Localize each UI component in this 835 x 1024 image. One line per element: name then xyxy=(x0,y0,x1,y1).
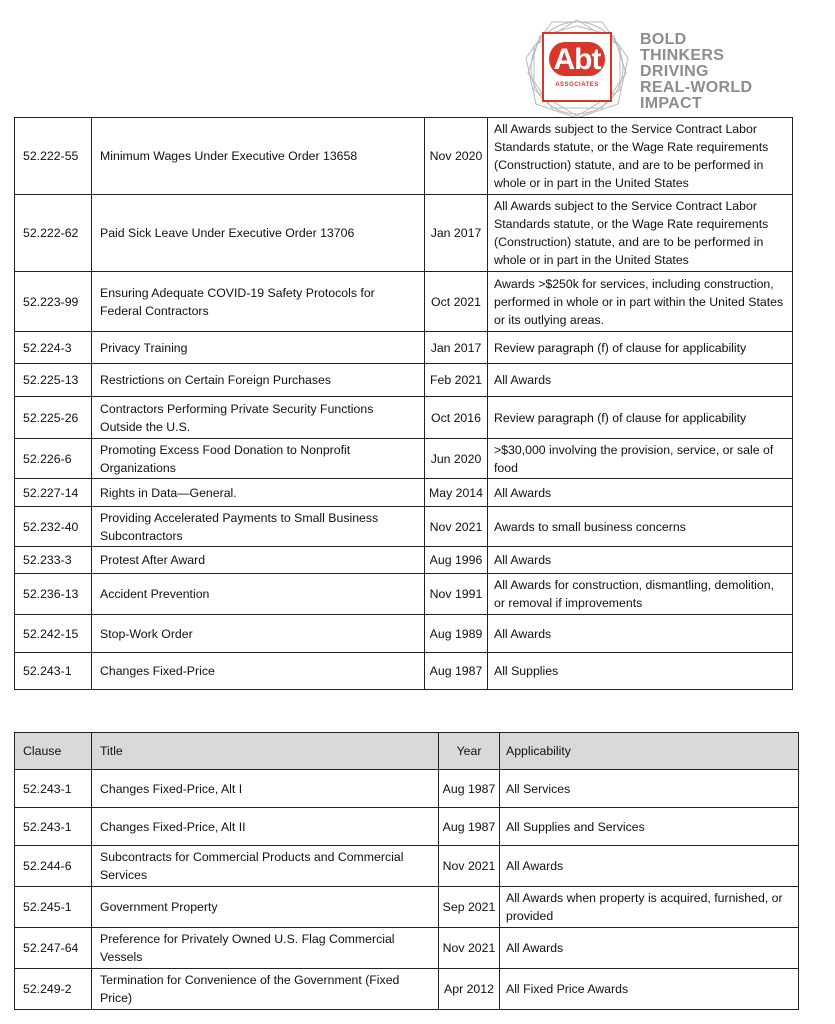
applicability-cell: All Supplies and Services xyxy=(500,808,799,846)
clause-cell: 52.242-15 xyxy=(15,615,92,653)
year-cell: Nov 2020 xyxy=(425,118,488,195)
clause-cell: 52.245-1 xyxy=(15,887,92,928)
table-row xyxy=(15,195,793,272)
clause-cell: 52.224-3 xyxy=(15,332,92,364)
year-cell: Jun 2020 xyxy=(425,439,488,479)
clause-cell: 52.225-26 xyxy=(15,397,92,439)
clause-cell: 52.243-1 xyxy=(15,770,92,808)
applicability-cell: Awards >$250k for services, including construction, performed in whole or in part within the United States or its outlying areas. xyxy=(488,272,793,332)
title-cell: Stop-Work Order xyxy=(92,615,425,653)
year-header: Year xyxy=(439,733,500,770)
year-cell: Feb 2021 xyxy=(425,364,488,397)
table-row xyxy=(15,808,799,846)
clause-cell: 52.232-40 xyxy=(15,507,92,547)
clause-cell: 52.226-6 xyxy=(15,439,92,479)
title-cell: Promoting Excess Food Donation to Nonprofit Organizations xyxy=(92,439,425,479)
year-cell: May 2014 xyxy=(425,479,488,507)
year-cell: Oct 2016 xyxy=(425,397,488,439)
year-cell: Aug 1987 xyxy=(439,770,500,808)
table-row xyxy=(15,653,793,690)
title-cell: Subcontracts for Commercial Products and Commercial Services xyxy=(92,846,439,887)
clauses-table xyxy=(14,732,799,1010)
applicability-cell: Review paragraph (f) of clause for applicability xyxy=(488,332,793,364)
logo-brand-text: Abt xyxy=(553,43,601,76)
clause-cell: 52.227-14 xyxy=(15,479,92,507)
applicability-cell: All Awards subject to the Service Contract Labor Standards statute, or the Wage Rate requirements (Construction) statute, and are to be performed in whole or in part in the United States xyxy=(488,195,793,272)
title-header: Title xyxy=(92,733,439,770)
table-row xyxy=(15,887,799,928)
tagline-line: REAL-WORLD xyxy=(640,79,753,96)
year-cell: Oct 2021 xyxy=(425,272,488,332)
year-cell: Jan 2017 xyxy=(425,332,488,364)
title-cell: Privacy Training xyxy=(92,332,425,364)
table-row xyxy=(15,332,793,364)
tagline-line: BOLD xyxy=(640,31,687,48)
logo-tagline xyxy=(640,32,770,112)
applicability-cell: All Awards subject to the Service Contract Labor Standards statute, or the Wage Rate requirements (Construction) statute, and are to be performed in whole or in part in the United States xyxy=(488,118,793,195)
table-row xyxy=(15,118,793,195)
applicability-cell: All Awards xyxy=(488,615,793,653)
table-row xyxy=(15,615,793,653)
title-cell: Termination for Convenience of the Government (Fixed Price) xyxy=(92,969,439,1010)
tagline-line: THINKERS xyxy=(640,47,725,64)
table-row xyxy=(15,574,793,615)
title-cell: Rights in Data—General. xyxy=(92,479,425,507)
applicability-cell: All Fixed Price Awards xyxy=(500,969,799,1010)
applicability-header: Applicability xyxy=(500,733,799,770)
table-row xyxy=(15,770,799,808)
applicability-cell: All Awards when property is acquired, furnished, or provided xyxy=(500,887,799,928)
title-cell: Changes Fixed-Price, Alt I xyxy=(92,770,439,808)
tagline-line: IMPACT xyxy=(640,95,702,112)
title-cell: Changes Fixed-Price xyxy=(92,653,425,690)
title-cell: Accident Prevention xyxy=(92,574,425,615)
applicability-cell: All Supplies xyxy=(488,653,793,690)
applicability-cell: All Services xyxy=(500,770,799,808)
table-row xyxy=(15,547,793,574)
title-cell: Paid Sick Leave Under Executive Order 13706 xyxy=(92,195,425,272)
clause-cell: 52.236-13 xyxy=(15,574,92,615)
applicability-cell: All Awards xyxy=(488,547,793,574)
year-cell: Aug 1987 xyxy=(439,808,500,846)
title-cell: Government Property xyxy=(92,887,439,928)
year-cell: Aug 1996 xyxy=(425,547,488,574)
title-cell: Protest After Award xyxy=(92,547,425,574)
table-row xyxy=(15,928,799,969)
title-cell: Contractors Performing Private Security Functions Outside the U.S. xyxy=(92,397,425,439)
year-cell: Jan 2017 xyxy=(425,195,488,272)
applicability-cell: All Awards xyxy=(500,846,799,887)
year-cell: Nov 1991 xyxy=(425,574,488,615)
year-cell: Nov 2021 xyxy=(439,928,500,969)
title-cell: Preference for Privately Owned U.S. Flag Commercial Vessels xyxy=(92,928,439,969)
applicability-cell: All Awards xyxy=(500,928,799,969)
title-cell: Minimum Wages Under Executive Order 13658 xyxy=(92,118,425,195)
table-row xyxy=(15,397,793,439)
title-cell: Changes Fixed-Price, Alt II xyxy=(92,808,439,846)
logo-sub-text: ASSOCIATES xyxy=(555,82,599,88)
applicability-cell: >$30,000 involving the provision, service, or sale of food xyxy=(488,439,793,479)
clause-cell: 52.244-6 xyxy=(15,846,92,887)
applicability-cell: All Awards xyxy=(488,479,793,507)
table-row xyxy=(15,364,793,397)
year-cell: Aug 1989 xyxy=(425,615,488,653)
applicability-cell: All Awards xyxy=(488,364,793,397)
logo-box xyxy=(542,32,612,102)
table-row xyxy=(15,507,793,547)
clause-cell: 52.223-99 xyxy=(15,272,92,332)
table-row xyxy=(15,846,799,887)
clause-cell: 52.249-2 xyxy=(15,969,92,1010)
year-cell: Nov 2021 xyxy=(439,846,500,887)
clause-header: Clause xyxy=(15,733,92,770)
year-cell: Sep 2021 xyxy=(439,887,500,928)
clause-cell: 52.222-55 xyxy=(15,118,92,195)
clauses-table-continued xyxy=(14,117,793,690)
year-cell: Nov 2021 xyxy=(425,507,488,547)
table-row xyxy=(15,439,793,479)
table-row xyxy=(15,479,793,507)
year-cell: Apr 2012 xyxy=(439,969,500,1010)
clause-cell: 52.247-64 xyxy=(15,928,92,969)
tagline-line: DRIVING xyxy=(640,63,709,80)
clause-cell: 52.222-62 xyxy=(15,195,92,272)
applicability-cell: Review paragraph (f) of clause for applicability xyxy=(488,397,793,439)
title-cell: Providing Accelerated Payments to Small Business Subcontractors xyxy=(92,507,425,547)
year-cell: Aug 1987 xyxy=(425,653,488,690)
table-row xyxy=(15,272,793,332)
applicability-cell: Awards to small business concerns xyxy=(488,507,793,547)
abt-associates-logo xyxy=(522,18,762,118)
clause-cell: 52.233-3 xyxy=(15,547,92,574)
clause-cell: 52.225-13 xyxy=(15,364,92,397)
title-cell: Restrictions on Certain Foreign Purchases xyxy=(92,364,425,397)
applicability-cell: All Awards for construction, dismantling, demolition, or removal if improvements xyxy=(488,574,793,615)
title-cell: Ensuring Adequate COVID-19 Safety Protocols for Federal Contractors xyxy=(92,272,425,332)
table-row xyxy=(15,969,799,1010)
table-header-row xyxy=(15,733,799,770)
clause-cell: 52.243-1 xyxy=(15,653,92,690)
clause-cell: 52.243-1 xyxy=(15,808,92,846)
